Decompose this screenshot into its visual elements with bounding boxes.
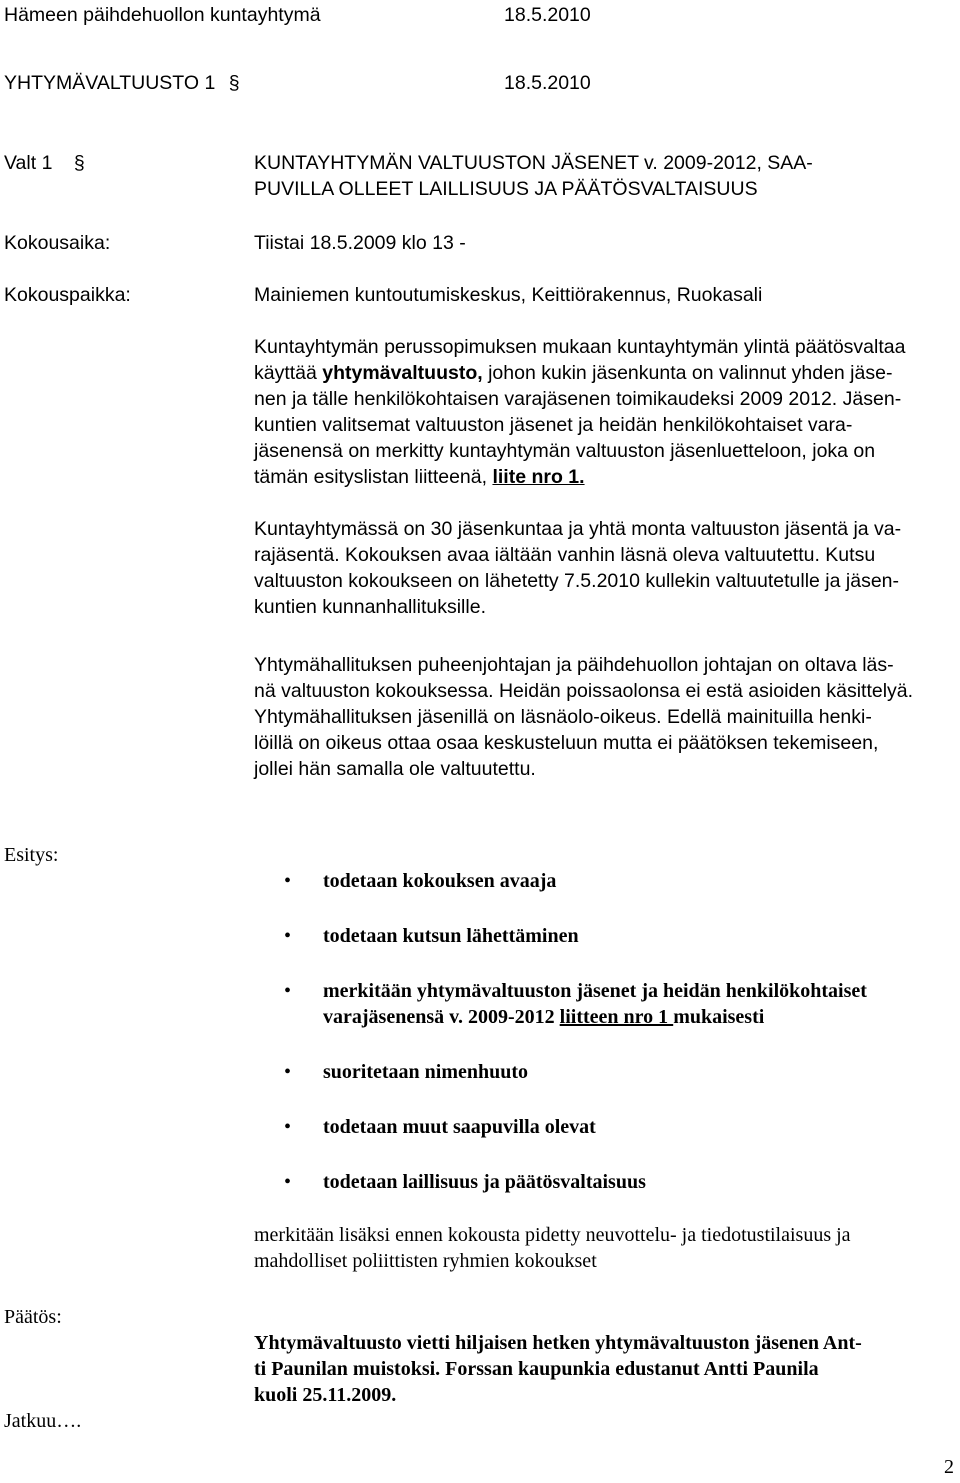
paragraph-2	[254, 516, 954, 620]
item-title-line2: PUVILLA OLLEET LAILLISUUS JA PÄÄTÖSVALTAISUUS	[254, 178, 758, 200]
p2-line: kuntien kunnanhallituksille.	[254, 596, 486, 618]
proposal-item-text: todetaan muut saapuvilla olevat	[323, 1116, 596, 1138]
meeting-title-text: YHTYMÄVALTUUSTO 1	[4, 72, 216, 94]
proposal-item-text: suoritetaan nimenhuuto	[323, 1061, 529, 1083]
proposal-item	[254, 1114, 954, 1140]
proposal-item	[254, 923, 954, 949]
decision-line: kuoli 25.11.2009.	[254, 1384, 397, 1406]
proposal-item	[254, 868, 954, 894]
bullet-icon: •	[284, 1171, 292, 1193]
header-date: 18.5.2010	[504, 4, 591, 26]
bullet-icon: •	[284, 980, 292, 1002]
continues-note: Jatkuu….	[4, 1410, 82, 1432]
p1-text: käyttää	[254, 362, 323, 384]
page-number: 2	[944, 1456, 954, 1478]
proposal-list	[254, 868, 954, 1224]
item-number	[4, 150, 85, 176]
p2-line: Kuntayhtymässä on 30 jäsenkuntaa ja yhtä monta valtuuston jäsentä ja va-	[254, 518, 902, 540]
p1-line	[254, 386, 954, 412]
p1-line: jäsenensä on merkitty kuntayhtymän valtuuston jäsenluetteloon, joka on	[254, 440, 876, 462]
p1-text: nen ja tälle henkilökohtaisen varajäsenen toimikaudeksi 2009 2012.	[254, 388, 838, 410]
p3-line: Yhtymähallituksen puheenjohtajan ja päihdehuollon johtajan on oltava läs-	[254, 654, 894, 676]
section-mark: §	[228, 72, 240, 94]
bullet-icon: •	[284, 870, 292, 892]
meeting-time-label: Kokousaika:	[4, 232, 111, 254]
paragraph-3	[254, 652, 954, 782]
decision-line: Yhtymävaltuusto vietti hiljaisen hetken yhtymävaltuuston jäsenen Ant-	[254, 1332, 862, 1354]
p3-line: nä valtuuston kokouksessa. Heidän poissaolonsa ei estä asioiden käsittelyä.	[254, 680, 914, 702]
decision-line: ti Paunilan muistoksi. Forssan kaupunkia edustanut Antti Paunila	[254, 1358, 819, 1380]
paragraph-1	[254, 334, 954, 490]
p1-text: johon kukin jäsenkunta on valinnut yhden jäse-	[482, 362, 893, 384]
meeting-place-label: Kokouspaikka:	[4, 284, 131, 306]
proposal-item	[254, 978, 954, 1030]
p3-line: Yhtymähallituksen jäsenillä on läsnäolo-oikeus. Edellä mainituilla henki-	[254, 706, 872, 728]
p1-bold-term: yhtymävaltuusto,	[322, 362, 483, 384]
proposal-item-text: todetaan kokouksen avaaja	[323, 870, 557, 892]
proposal-item	[254, 1059, 954, 1085]
item-section-mark: §	[73, 152, 85, 174]
p3-line: löillä on oikeus ottaa osaa keskusteluun mutta ei päätöksen tekemiseen,	[254, 732, 879, 754]
p1-text: tämän esityslistan liitteenä,	[254, 466, 493, 488]
meeting-date: 18.5.2010	[504, 72, 591, 94]
item-number-text: Valt 1	[4, 152, 53, 174]
item-title-line1: KUNTAYHTYMÄN VALTUUSTON JÄSENET v. 2009-2012, SAA-	[254, 152, 813, 174]
p2-line: rajäsentä. Kokouksen avaa iältään vanhin läsnä oleva valtuutettu. Kutsu	[254, 544, 876, 566]
proposal-note-line: mahdolliset poliittisten ryhmien kokoukset	[254, 1250, 597, 1272]
bullet-icon: •	[284, 1061, 292, 1083]
org-name: Hämeen päihdehuollon kuntayhtymä	[4, 4, 321, 26]
attachment-link[interactable]: liite nro 1.	[492, 466, 585, 488]
proposal-item-text-part: mukaisesti	[673, 1006, 765, 1028]
attachment-link[interactable]: liitteen nro 1	[559, 1006, 674, 1028]
p1-line: Kuntayhtymän perussopimuksen mukaan kuntayhtymän ylintä päätösvaltaa	[254, 336, 906, 358]
proposal-item-text	[323, 1004, 954, 1030]
proposal-note-line: merkitään lisäksi ennen kokousta pidetty neuvottelu- ja tiedotustilaisuus ja	[254, 1224, 851, 1246]
proposal-label: Esitys:	[4, 844, 59, 866]
meeting-title	[4, 70, 240, 96]
p1-line	[254, 464, 954, 490]
proposal-note	[254, 1222, 954, 1274]
bullet-icon: •	[284, 1116, 292, 1138]
proposal-item-text: todetaan kutsun lähettäminen	[323, 925, 579, 947]
p3-line: jollei hän samalla ole valtuutettu.	[254, 758, 536, 780]
meeting-time-value: Tiistai 18.5.2009 klo 13 -	[254, 232, 466, 254]
proposal-item-text: todetaan laillisuus ja päätösvaltaisuus	[323, 1171, 646, 1193]
proposal-item-text: merkitään yhtymävaltuuston jäsenet ja heidän henkilökohtaiset	[323, 980, 867, 1002]
proposal-item-text-part: varajäsenensä v. 2009-2012	[323, 1006, 560, 1028]
proposal-item	[254, 1169, 954, 1195]
p1-line	[254, 360, 954, 386]
decision-text	[254, 1330, 862, 1408]
meeting-place-value: Mainiemen kuntoutumiskeskus, Keittiörakennus, Ruokasali	[254, 284, 763, 306]
bullet-icon: •	[284, 925, 292, 947]
p1-text: Jäsen-	[842, 388, 902, 410]
decision-label: Päätös:	[4, 1306, 62, 1328]
p2-line: valtuuston kokoukseen on lähetetty 7.5.2010 kullekin valtuutetulle ja jäsen-	[254, 570, 900, 592]
p1-line: kuntien valitsemat valtuuston jäsenet ja heidän henkilökohtaiset vara-	[254, 414, 853, 436]
